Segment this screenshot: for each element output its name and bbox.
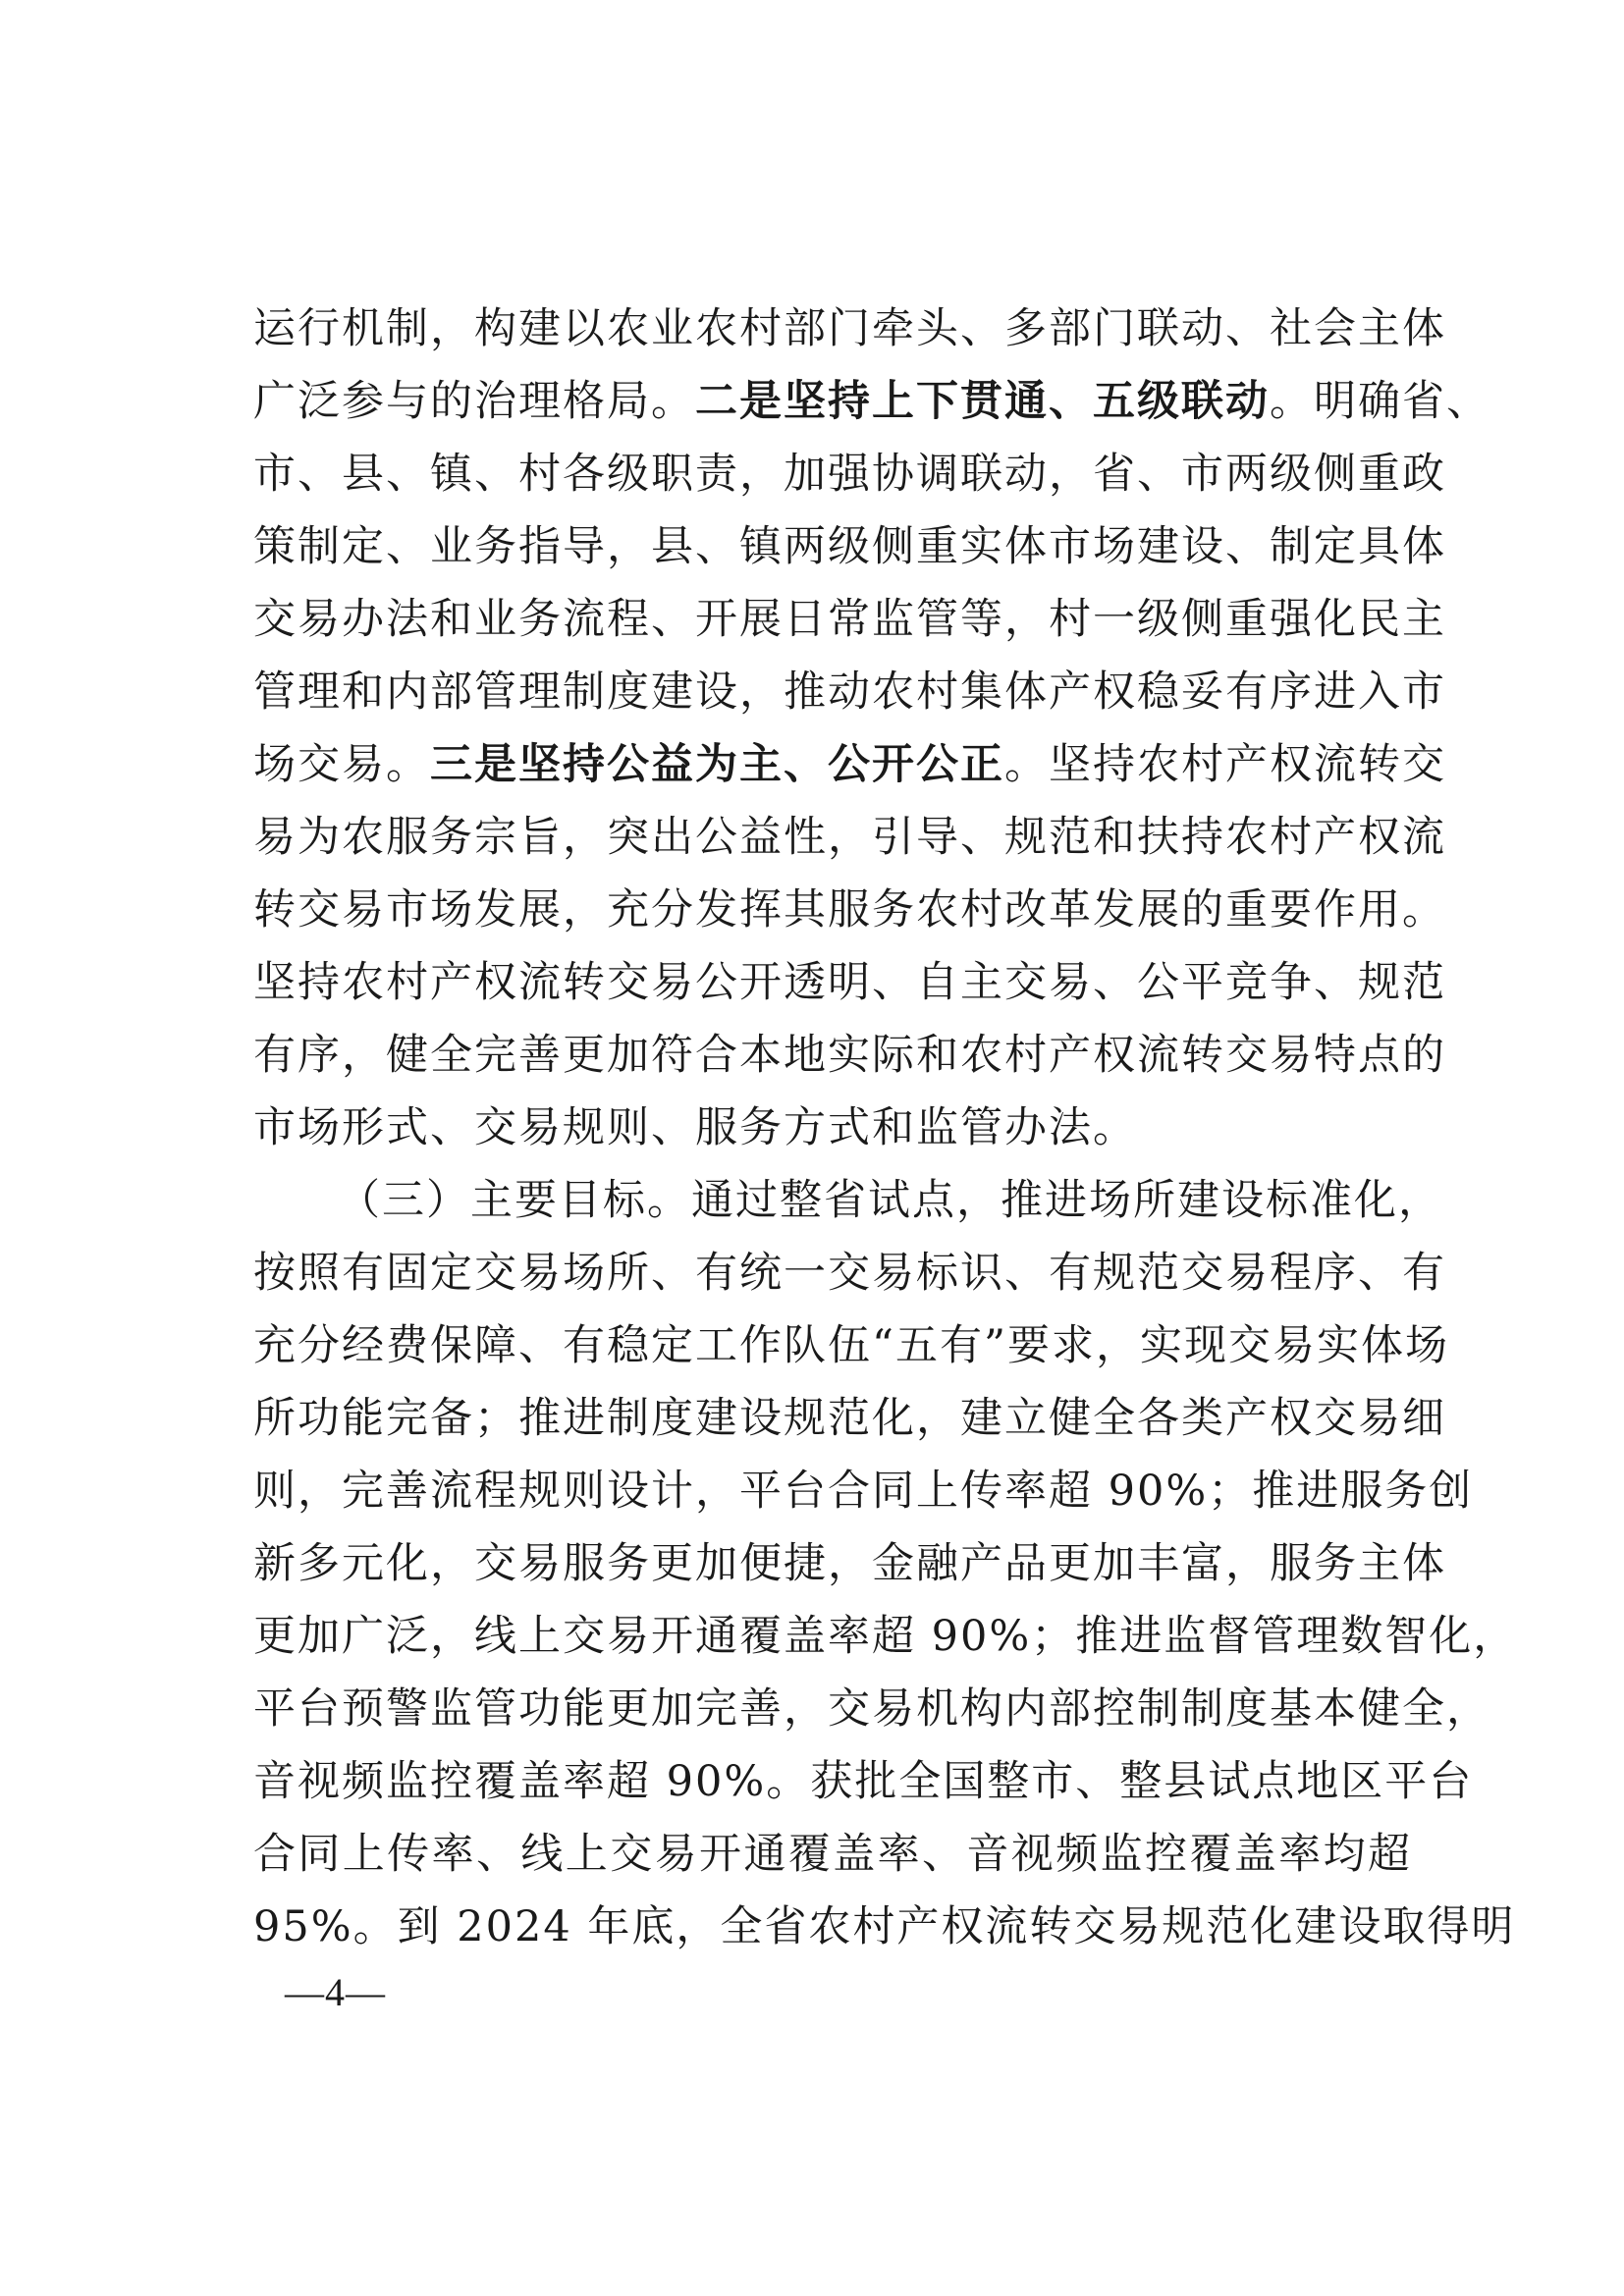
body-line-6: 管理和内部管理制度建设，推动农村集体产权稳妥有序进入市 (253, 667, 1446, 717)
body-line-20: 平台预警监管功能更加完善，交易机构内部控制制度基本健全， (253, 1684, 1490, 1734)
body-text-segment: 。坚持农村产权流转交 (1004, 740, 1446, 789)
body-line-23: 95%。到 2024 年底，全省农村产权流转交易规范化建设取得明 (253, 1902, 1516, 1951)
body-line-21: 音视频监控覆盖率超 90%。获批全国整市、整县试点地区平台 (253, 1757, 1474, 1806)
body-line-3: 市、县、镇、村各级职责，加强协调联动，省、市两级侧重政 (253, 450, 1446, 499)
body-line-18: 新多元化，交易服务更加便捷，金融产品更加丰富，服务主体 (253, 1539, 1446, 1588)
body-line-1: 运行机制，构建以农业农村部门牵头、多部门联动、社会主体 (253, 304, 1446, 353)
body-line-4: 策制定、业务指导，县、镇两级侧重实体市场建设、制定具体 (253, 522, 1446, 571)
body-line-22: 合同上传率、线上交易开通覆盖率、音视频监控覆盖率均超 (253, 1830, 1412, 1879)
body-line-2 (253, 365, 1490, 438)
body-line-5: 交易办法和业务流程、开展日常监管等，村一级侧重强化民主 (253, 595, 1446, 644)
body-text-segment: 。明确省、 (1270, 377, 1490, 426)
body-line-14: 按照有固定交易场所、有统一交易标识、有规范交易程序、有 (253, 1249, 1446, 1298)
body-line-19: 更加广泛，线上交易开通覆盖率超 90%；推进监督管理数智化， (253, 1612, 1518, 1661)
page-number: —4— (285, 1970, 386, 2014)
bold-heading-point-three: 三是坚持公益为主、公开公正 (430, 740, 1004, 789)
section-three-heading-line: （三）主要目标。通过整省试点，推进场所建设标准化， (338, 1176, 1442, 1225)
body-line-11: 有序，健全完善更加符合本地实际和农村产权流转交易特点的 (253, 1031, 1446, 1080)
body-line-17: 则，完善流程规则设计，平台合同上传率超 90%；推进服务创 (253, 1467, 1474, 1516)
body-line-9: 转交易市场发展，充分发挥其服务农村改革发展的重要作用。 (253, 885, 1446, 934)
body-line-8: 易为农服务宗旨，突出公益性，引导、规范和扶持农村产权流 (253, 813, 1446, 862)
body-text-segment: 场交易。 (253, 740, 430, 789)
body-line-10: 坚持农村产权流转交易公开透明、自主交易、公平竞争、规范 (253, 958, 1446, 1007)
body-line-7 (253, 728, 1446, 801)
body-line-15: 充分经费保障、有稳定工作队伍“五有”要求，实现交易实体场 (253, 1321, 1449, 1370)
bold-heading-point-two: 二是坚持上下贯通、五级联动 (695, 377, 1270, 426)
body-line-16: 所功能完备；推进制度建设规范化，建立健全各类产权交易细 (253, 1394, 1446, 1443)
body-text-segment: 广泛参与的治理格局。 (253, 377, 695, 426)
body-line-12: 市场形式、交易规则、服务方式和监管办法。 (253, 1103, 1137, 1152)
